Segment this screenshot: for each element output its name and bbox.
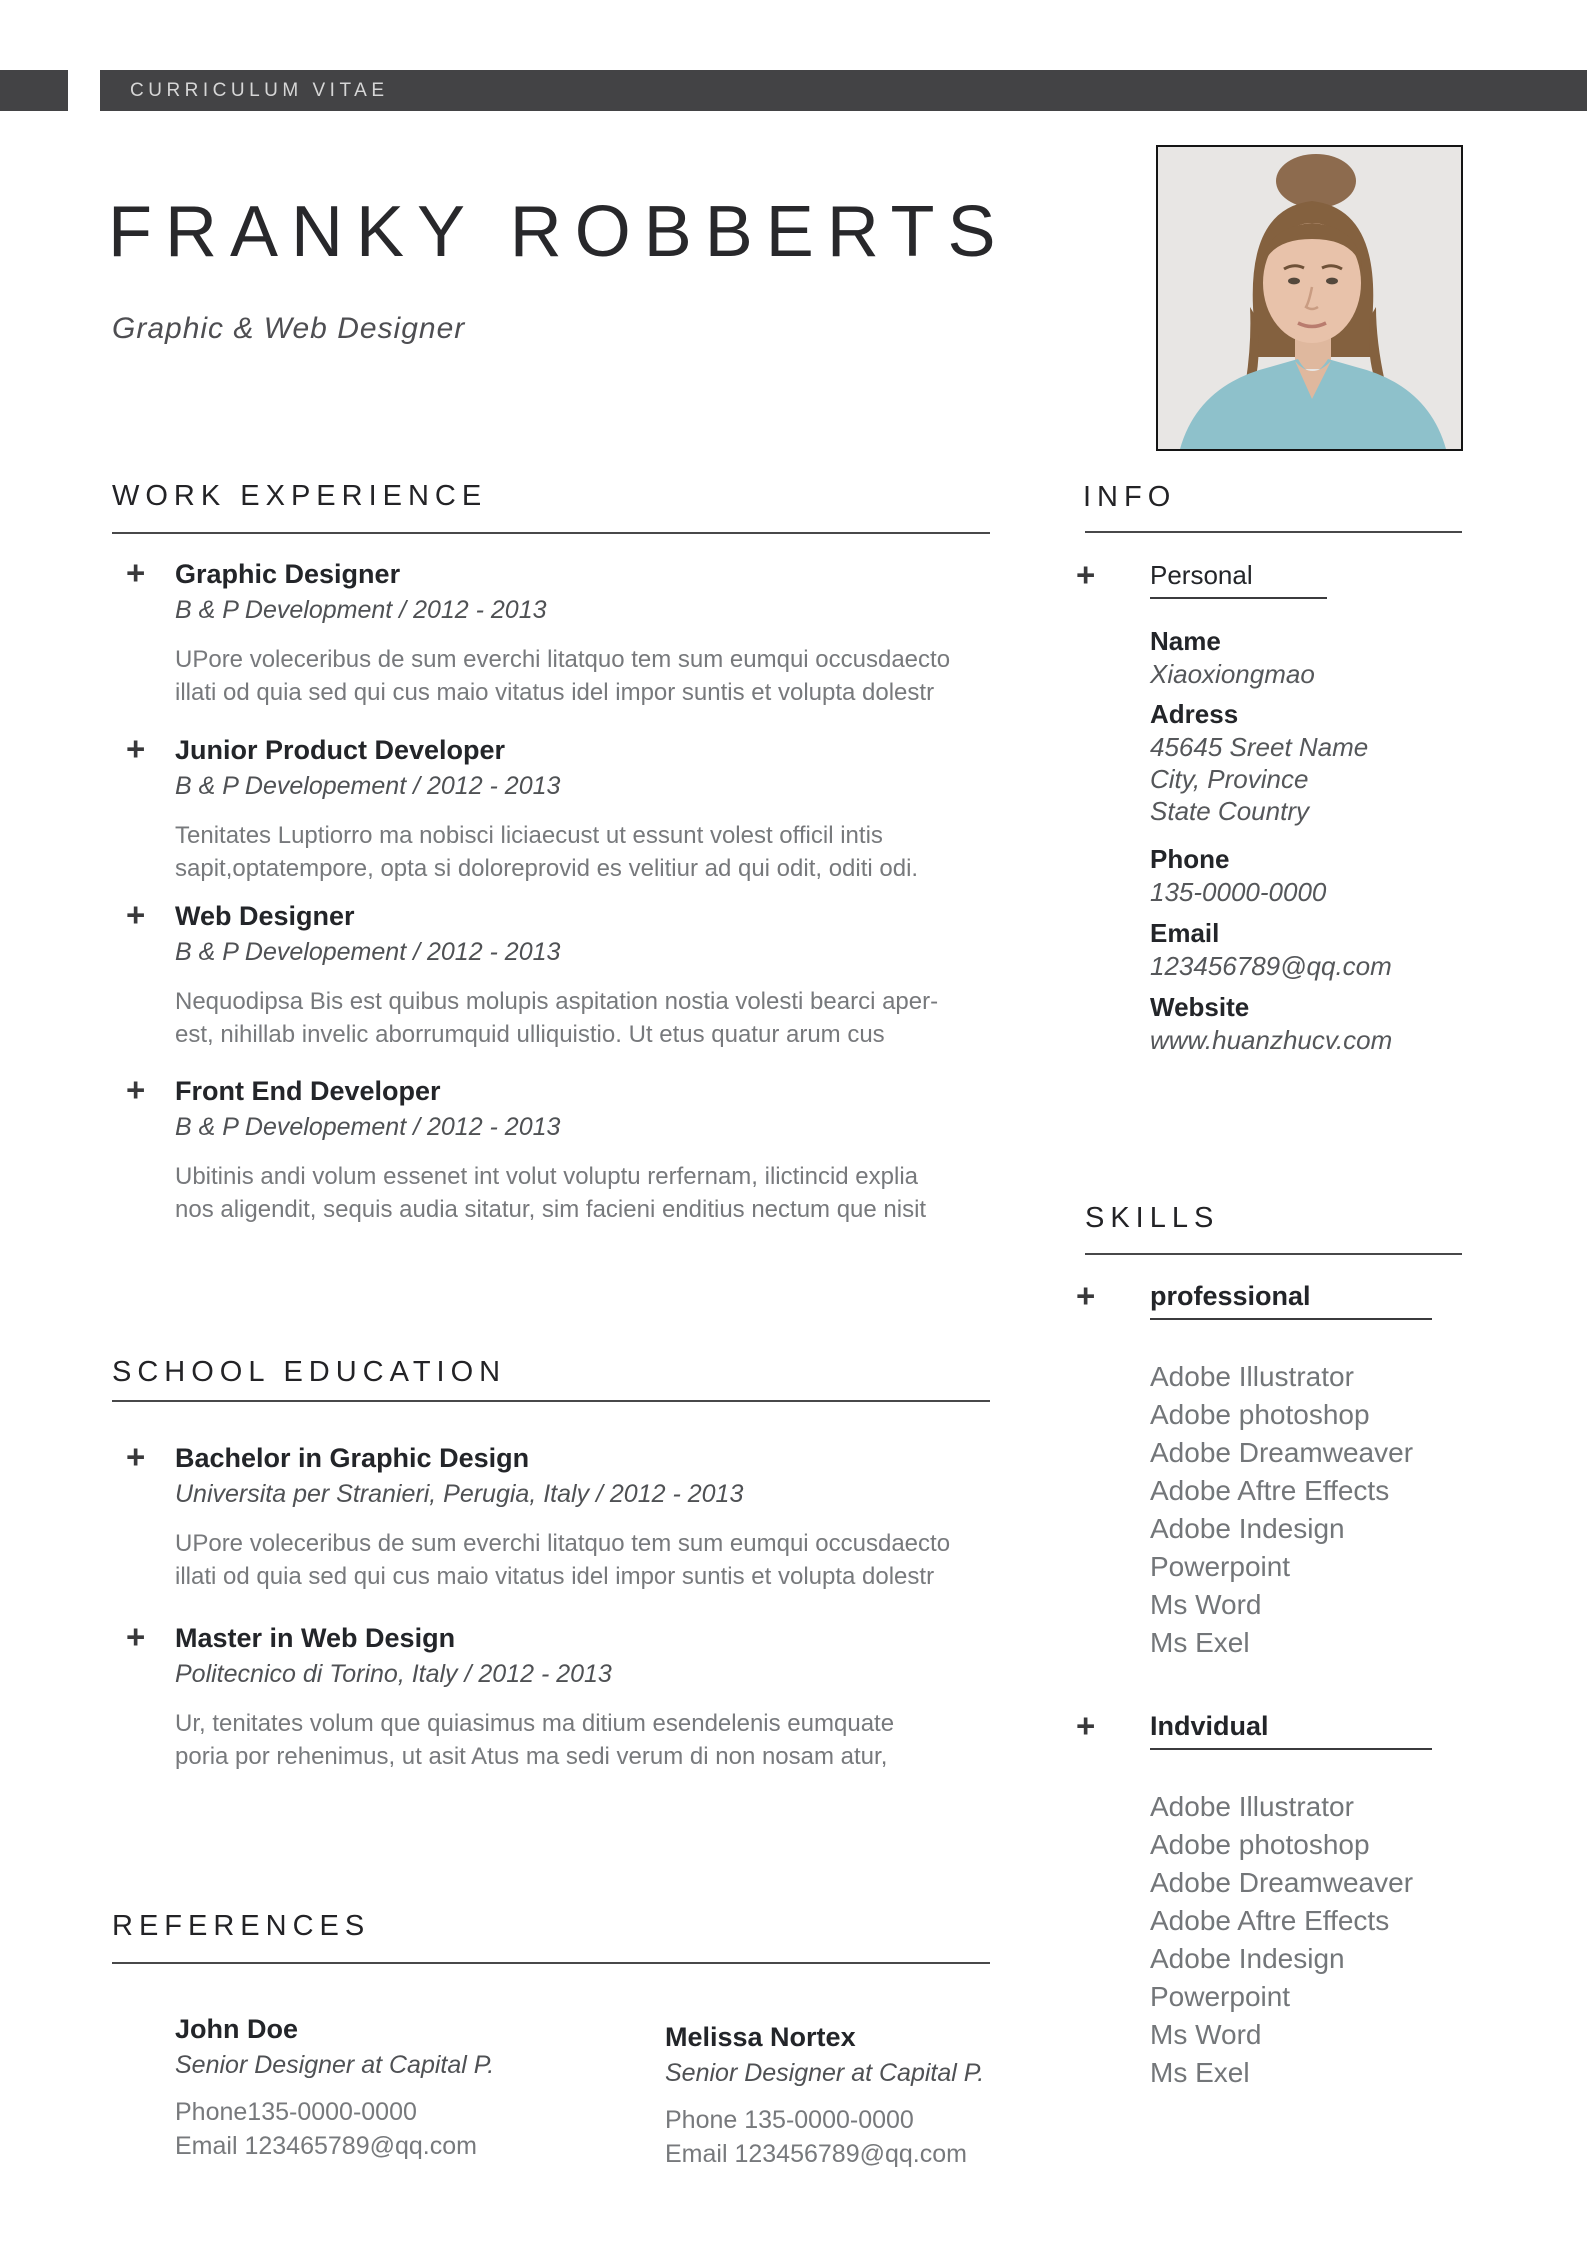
plus-icon: + [1076,556,1096,593]
skill-item: Adobe Aftre Effects [1150,1475,1390,1506]
info-label: Phone [1150,844,1230,874]
section-heading-references: REFERENCES [112,1910,371,1942]
info-value: 135-0000-0000 [1150,877,1327,907]
reference-email[interactable]: Email 123465789@qq.com [175,2132,477,2160]
skill-item: Adobe Dreamweaver [1150,1867,1414,1898]
section-heading-work: WORK EXPERIENCE [112,480,488,512]
info-value: Xiaoxiongmao [1150,659,1315,689]
skill-item: Ms Word [1150,2019,1262,2050]
profile-photo [1156,145,1463,451]
person-name: FRANKY ROBBERTS [108,192,1009,272]
section-rule-info [1085,531,1462,533]
skill-item: Ms Exel [1150,2057,1250,2088]
info-value[interactable]: www.huanzhucv.com [1150,1025,1393,1055]
section-rule-skills [1085,1253,1462,1255]
info-label: Adress [1150,699,1239,729]
job-meta: B & P Developement / 2012 - 2013 [175,1113,561,1141]
skill-item: Adobe photoshop [1150,1399,1370,1430]
skill-item: Adobe Aftre Effects [1150,1905,1390,1936]
work-item [126,730,919,885]
skills-list-individual [1150,1788,1413,2092]
section-rule-references [112,1962,990,1964]
info-field-phone [1150,843,1326,908]
reference-name: Melissa Nortex [665,2022,856,2052]
reference-contact [665,2103,984,2171]
skill-item: Ms Word [1150,1589,1262,1620]
section-rule-work [112,532,990,534]
degree-description: Ur, tenitates volum que quiasimus ma ditium esendelenis eumquate poria por rehenimus, ut asit Atus ma sedi verum di non nosam atur, [175,1710,895,1770]
job-description: Nequodipsa Bis est quibus molupis aspitation nostia volesti bearci aper- est, nihillab invelic aborrumquid ulliquistio. Ut etus quatur arum cus [175,988,939,1048]
info-group-label: Personal [1150,560,1327,599]
skills-group-label-individual: Indvidual [1150,1711,1432,1750]
job-title: Junior Product Developer [175,735,506,765]
reference-email[interactable]: Email 123456789@qq.com [665,2140,967,2168]
info-value: City, Province [1150,764,1309,794]
person-title: Graphic & Web Designer [112,312,466,345]
degree-description: UPore voleceribus de sum everchi litatquo tem sum eumqui occusdaecto illati od quia sed qui cus maio vitatus idel impor suntis et volupta dolestr [175,1530,951,1590]
info-field-name [1150,625,1315,690]
job-meta: B & P Development / 2012 - 2013 [175,596,547,624]
info-value: State Country [1150,796,1309,826]
plus-icon: + [126,730,146,767]
work-item [126,1071,927,1226]
info-label: Email [1150,918,1220,948]
info-field-website [1150,991,1392,1056]
info-value: 45645 Sreet Name [1150,732,1369,762]
reference-phone: Phone135-0000-0000 [175,2098,417,2126]
job-description: UPore voleceribus de sum everchi litatquo tem sum eumqui occusdaecto illati od quia sed qui cus maio vitatus idel impor suntis et volupta dolestr [175,646,951,706]
plus-icon: + [1076,1707,1096,1744]
plus-icon: + [126,1071,146,1108]
skill-item: Powerpoint [1150,1551,1291,1582]
job-meta: B & P Developement / 2012 - 2013 [175,938,561,966]
topbar-label: CURRICULUM VITAE [130,80,389,101]
plus-icon: + [126,1438,146,1475]
skill-item: Adobe Illustrator [1150,1791,1354,1822]
job-description: Ubitinis andi volum essenet int volut voluptu rerfernam, ilictincid explia nos aligendit, sequis audia sitatur, sim facieni enditius nectum que nisit [175,1163,927,1223]
skill-item: Adobe Indesign [1150,1943,1345,1974]
degree-title: Master in Web Design [175,1623,456,1653]
reference-role: Senior Designer at Capital P. [665,2059,985,2087]
reference-phone: Phone 135-0000-0000 [665,2106,914,2134]
reference-card [175,2013,494,2163]
info-label: Website [1150,992,1250,1022]
reference-contact [175,2095,494,2163]
plus-icon: + [126,1618,146,1655]
job-title: Web Designer [175,901,355,931]
work-item [126,554,951,709]
job-description: Tenitates Luptiorro ma nobisci liciaecust ut essunt volest officil intis sapit,optatempore, opta si doloreprovid es velitiur ad qui odit, oditi odi. [175,822,919,882]
plus-icon: + [126,896,146,933]
skill-item: Adobe Dreamweaver [1150,1437,1414,1468]
job-meta: B & P Developement / 2012 - 2013 [175,772,561,800]
degree-meta: Universita per Stranieri, Perugia, Italy / 2012 - 2013 [175,1480,744,1508]
job-title: Graphic Designer [175,559,401,589]
degree-title: Bachelor in Graphic Design [175,1443,530,1473]
work-item [126,896,939,1051]
topbar [100,70,1587,111]
section-heading-info: INFO [1083,481,1177,513]
skills-group-label-professional: professional [1150,1281,1432,1320]
reference-role: Senior Designer at Capital P. [175,2051,495,2079]
degree-meta: Politecnico di Torino, Italy / 2012 - 2013 [175,1660,612,1688]
section-heading-education: SCHOOL EDUCATION [112,1356,507,1388]
section-heading-skills: SKILLS [1085,1202,1220,1234]
topbar-accent-block [0,70,68,111]
plus-icon: + [1076,1277,1096,1314]
skills-list-professional [1150,1358,1413,1662]
skill-item: Adobe photoshop [1150,1829,1370,1860]
section-rule-education [112,1400,990,1402]
info-field-address [1150,698,1368,827]
skill-item: Ms Exel [1150,1627,1250,1658]
info-field-email [1150,917,1392,982]
reference-name: John Doe [175,2014,299,2044]
education-item [126,1618,895,1773]
info-label: Name [1150,626,1221,656]
education-item [126,1438,951,1593]
skill-item: Adobe Illustrator [1150,1361,1354,1392]
info-value[interactable]: 123456789@qq.com [1150,951,1392,981]
skill-item: Powerpoint [1150,1981,1291,2012]
reference-card [665,2021,984,2171]
plus-icon: + [126,554,146,591]
profile-photo-illustration [1158,147,1461,449]
job-title: Front End Developer [175,1076,441,1106]
skill-item: Adobe Indesign [1150,1513,1345,1544]
